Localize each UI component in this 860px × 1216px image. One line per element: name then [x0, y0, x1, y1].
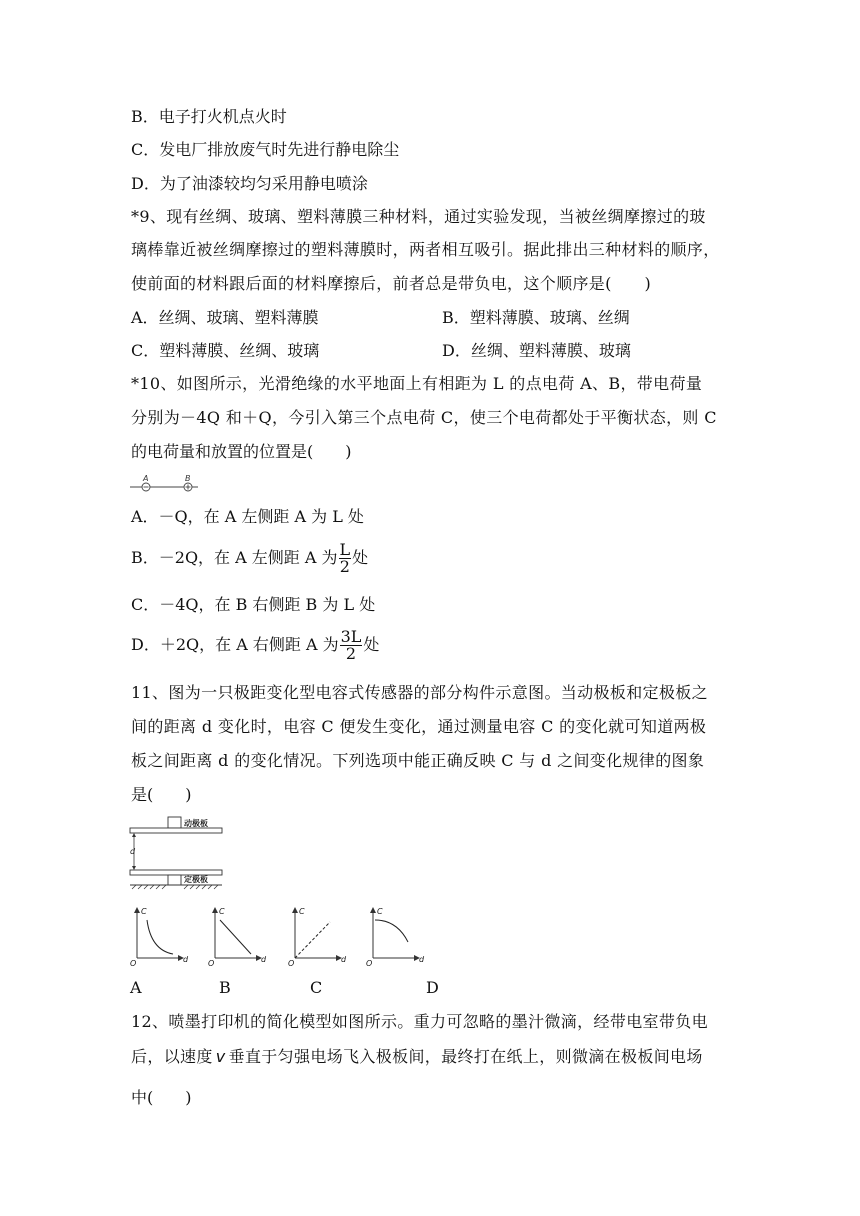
q11-stem-line2: 间的距离 d 变化时，电容 C 便发生变化，通过测量电容 C 的变化就可知道两极: [131, 717, 707, 736]
graph-a: [130, 907, 189, 968]
fraction-denominator: 2: [339, 557, 350, 576]
fraction-numerator: 3L: [340, 627, 362, 646]
q11-sensor-diagram: [128, 812, 228, 892]
charge-b-label: B: [185, 474, 191, 483]
graph-c-line: [295, 922, 330, 958]
svg-text:C: C: [219, 907, 225, 916]
q10-option-d-suffix: 处: [363, 635, 380, 654]
moving-plate-label: 动极板: [184, 819, 208, 828]
q9-option-b: B．塑料薄膜、玻璃、丝绸: [442, 308, 630, 327]
graph-d: [366, 907, 425, 968]
q10-stem-line2: 分别为－4Q 和＋Q，今引入第三个点电荷 C，使三个电荷都处于平衡状态，则 C: [131, 408, 717, 427]
q12-stem-line3: 中( ): [131, 1088, 192, 1107]
moving-plate: [130, 828, 222, 833]
q10-option-a: A．－Q，在 A 左侧距 A 为 L 处: [131, 507, 364, 526]
graph-d-curve: [375, 920, 408, 942]
q10-charge-figure: [128, 472, 208, 496]
q11-stem-line1: 11、图为一只极距变化型电容式传感器的部分构件示意图。当动极板和定极板之: [131, 683, 708, 702]
svg-text:C: C: [299, 907, 305, 916]
q10-option-d-text: D．＋2Q，在 A 右侧距 A 为: [131, 635, 339, 654]
q10-option-b: [131, 541, 368, 575]
q10-stem-line1: *10、如图所示，光滑绝缘的水平地面上有相距为 L 的点电荷 A、B，带电荷量: [131, 374, 703, 393]
q12-stem-line2: [131, 1047, 703, 1067]
q9-option-d: D．丝绸、塑料薄膜、玻璃: [442, 341, 631, 360]
velocity-symbol: v: [215, 1047, 226, 1066]
q10-option-d-fraction: [340, 629, 363, 662]
q10-option-b-suffix: 处: [352, 548, 369, 567]
q10-option-b-fraction: [339, 542, 352, 575]
fixed-plate-label: 定极板: [184, 875, 208, 884]
q9-option-a: A．丝绸、玻璃、塑料薄膜: [131, 308, 319, 327]
q9-stem-line1: *9、现有丝绸、玻璃、塑料薄膜三种材料，通过实验发现，当被丝绸摩擦过的玻: [131, 207, 706, 226]
fixed-plate: [130, 870, 222, 875]
graph-b-line: [220, 920, 251, 954]
q9-stem-line3: 使前面的材料跟后面的材料摩擦后，前者总是带负电，这个顺序是( ): [131, 274, 652, 293]
svg-text:d: d: [341, 955, 347, 964]
q8-option-d: D．为了油漆较均匀采用静电喷涂: [131, 174, 368, 193]
q10-option-b-text: B．－2Q，在 A 左侧距 A 为: [131, 548, 338, 567]
graph-b: [208, 907, 267, 968]
svg-text:O: O: [208, 959, 215, 968]
svg-text:O: O: [130, 959, 137, 968]
q10-stem-line3: 的电荷量和放置的位置是( ): [131, 442, 352, 461]
graph-option-c-label: C: [310, 978, 323, 997]
distance-d-label: d: [130, 847, 136, 856]
q11-option-graphs: [125, 900, 445, 970]
q9-stem-line2: 璃棒靠近被丝绸摩擦过的塑料薄膜时，两者相互吸引。据此排出三种材料的顺序，: [131, 240, 720, 259]
svg-text:d: d: [261, 955, 267, 964]
q10-option-c: C．－4Q，在 B 右侧距 B 为 L 处: [131, 595, 376, 614]
fixed-plate-base: [168, 875, 181, 885]
q11-stem-line4: 是( ): [131, 785, 192, 804]
svg-text:d: d: [419, 955, 425, 964]
q11-stem-line3: 板之间距离 d 的变化情况。下列选项中能正确反映 C 与 d 之间变化规律的图象: [131, 751, 705, 770]
graph-option-b-label: B: [219, 978, 231, 997]
graph-option-d-label: D: [426, 978, 439, 997]
q12-stem-line1: 12、喷墨打印机的简化模型如图所示。重力可忽略的墨汁微滴，经带电室带负电: [131, 1012, 708, 1031]
svg-text:O: O: [288, 959, 295, 968]
q12-line2-prefix: 后，以速度: [131, 1047, 213, 1066]
q8-option-c: C．发电厂排放废气时先进行静电除尘: [131, 140, 400, 159]
graph-c: [288, 907, 347, 968]
q10-option-d: [131, 628, 379, 662]
fraction-numerator: L: [339, 540, 351, 559]
q9-option-c: C．塑料薄膜、丝绸、玻璃: [131, 341, 320, 360]
svg-text:C: C: [141, 907, 147, 916]
svg-text:O: O: [366, 959, 373, 968]
graph-option-a-label: A: [130, 978, 142, 997]
charge-a-label: A: [143, 474, 149, 483]
svg-text:d: d: [183, 955, 189, 964]
q8-option-b: B．电子打火机点火时: [131, 107, 287, 126]
svg-text:C: C: [377, 907, 383, 916]
moving-plate-knob: [168, 817, 181, 828]
q12-line2-suffix: 垂直于匀强电场飞入极板间，最终打在纸上，则微滴在极板间电场: [228, 1047, 703, 1066]
fraction-denominator: 2: [345, 644, 357, 663]
graph-a-curve: [147, 920, 173, 954]
